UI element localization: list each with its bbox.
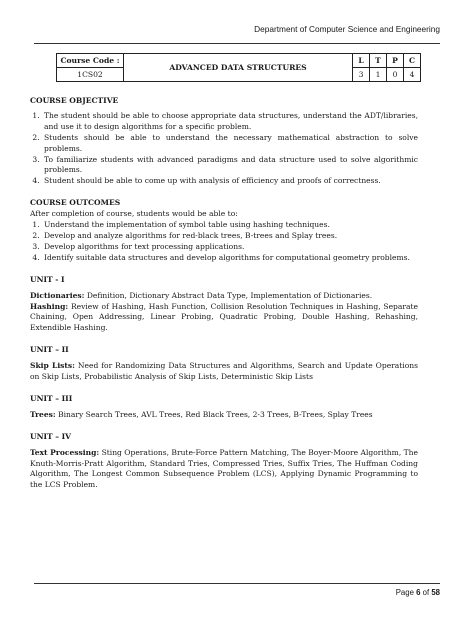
ltpc-value-c: 4 — [404, 68, 421, 82]
ltpc-value-p: 0 — [387, 68, 404, 82]
unit-1-hashing — [30, 302, 418, 335]
topic-term: Trees: — [30, 409, 56, 419]
ltpc-label-t: T — [370, 54, 387, 68]
course-code-value: 1CS02 — [57, 68, 124, 82]
topic-text: Review of Hashing, Hash Function, Collision Resolution Techniques in Hashing, Separate Chaining, Open Addressing, Linear Probing, Quadratic Probing, Double Hashing, Rehashing, Extendible Hashing. — [30, 301, 418, 333]
topic-text: Need for Randomizing Data Structures and Algorithms, Search and Update Operations on Skip Lists, Probabilistic Analysis of Skip Lists, Deterministic Skip Lists — [30, 361, 418, 382]
objective-heading: COURSE OBJECTIVE — [30, 96, 119, 105]
topic-term: Hashing: — [30, 301, 69, 311]
unit-4-text-processing — [30, 448, 418, 492]
objective-list — [30, 111, 418, 187]
topic-text: Binary Search Trees, AVL Trees, Red Black Trees, 2-3 Trees, B-Trees, Splay Trees — [55, 409, 373, 419]
of-word: of — [422, 588, 430, 597]
topic-term: Dictionaries: — [30, 290, 85, 300]
footer-rule — [34, 583, 440, 584]
unit-2-title: UNIT – II — [30, 345, 69, 355]
ltpc-value-l: 3 — [353, 68, 370, 82]
outcome-item: 2. Develop and analyze algorithms for red-black trees, B-trees and Splay trees. — [42, 231, 418, 242]
outcome-item: 3. Develop algorithms for text processing applications. — [42, 242, 418, 253]
unit-3-title: UNIT – III — [30, 393, 73, 403]
syllabus-content — [30, 96, 418, 491]
header-rule — [34, 43, 440, 44]
unit-1-title: UNIT - I — [30, 274, 65, 284]
outcomes-intro: After completion of course, students would be able to: — [30, 209, 238, 219]
topic-text: Definition, Dictionary Abstract Data Type, Implementation of Dictionaries. — [84, 290, 373, 300]
course-title: ADVANCED DATA STRUCTURES — [124, 54, 353, 82]
ltpc-label-l: L — [353, 54, 370, 68]
outcome-item: 4. Identify suitable data structures and develop algorithms for computational geometry problems. — [42, 253, 418, 264]
objective-item: 3. To familiarize students with advanced paradigms and data structure used to solve algorithmic problems. — [42, 155, 418, 177]
ltpc-label-p: P — [387, 54, 404, 68]
unit-4-title: UNIT – IV — [30, 431, 72, 441]
current-page: 6 — [416, 588, 421, 597]
department-header: Department of Computer Science and Engineering — [254, 24, 440, 34]
unit-3-trees — [30, 410, 418, 421]
topic-term: Skip Lists: — [30, 361, 75, 371]
course-info-table — [56, 53, 421, 82]
ltpc-value-t: 1 — [370, 68, 387, 82]
outcome-item: 1. Understand the implementation of symbol table using hashing techniques. — [42, 220, 418, 231]
unit-2-skip-lists — [30, 361, 418, 383]
page-word: Page — [395, 588, 414, 597]
ltpc-label-c: C — [404, 54, 421, 68]
outcomes-list — [30, 220, 418, 264]
topic-text: Sting Operations, Brute-Force Pattern Matching, The Boyer-Moore Algorithm, The Knuth-Morris-Pratt Algorithm, Standard Tries, Compressed Tries, Suffix Tries, The Huffman Coding Algorithm, The Longest Common Subsequence Problem (LCS), Applying Dynamic Programming to the LCS Problem. — [30, 447, 418, 490]
objective-item: 4. Student should be able to come up with analysis of efficiency and proofs of correctness. — [42, 176, 418, 187]
page-number — [396, 588, 440, 597]
topic-term: Text Processing: — [30, 447, 100, 457]
objective-item: 1. The student should be able to choose appropriate data structures, understand the ADT/libraries, and use it to design algorithms for a specific problem. — [42, 111, 418, 133]
outcomes-heading: COURSE OUTCOMES — [30, 198, 121, 208]
course-code-label: Course Code : — [57, 54, 124, 68]
total-pages: 58 — [431, 588, 440, 597]
unit-1-dictionaries — [30, 291, 418, 302]
objective-item: 2. Students should be able to understand the necessary mathematical abstraction to solve problems. — [42, 133, 418, 155]
